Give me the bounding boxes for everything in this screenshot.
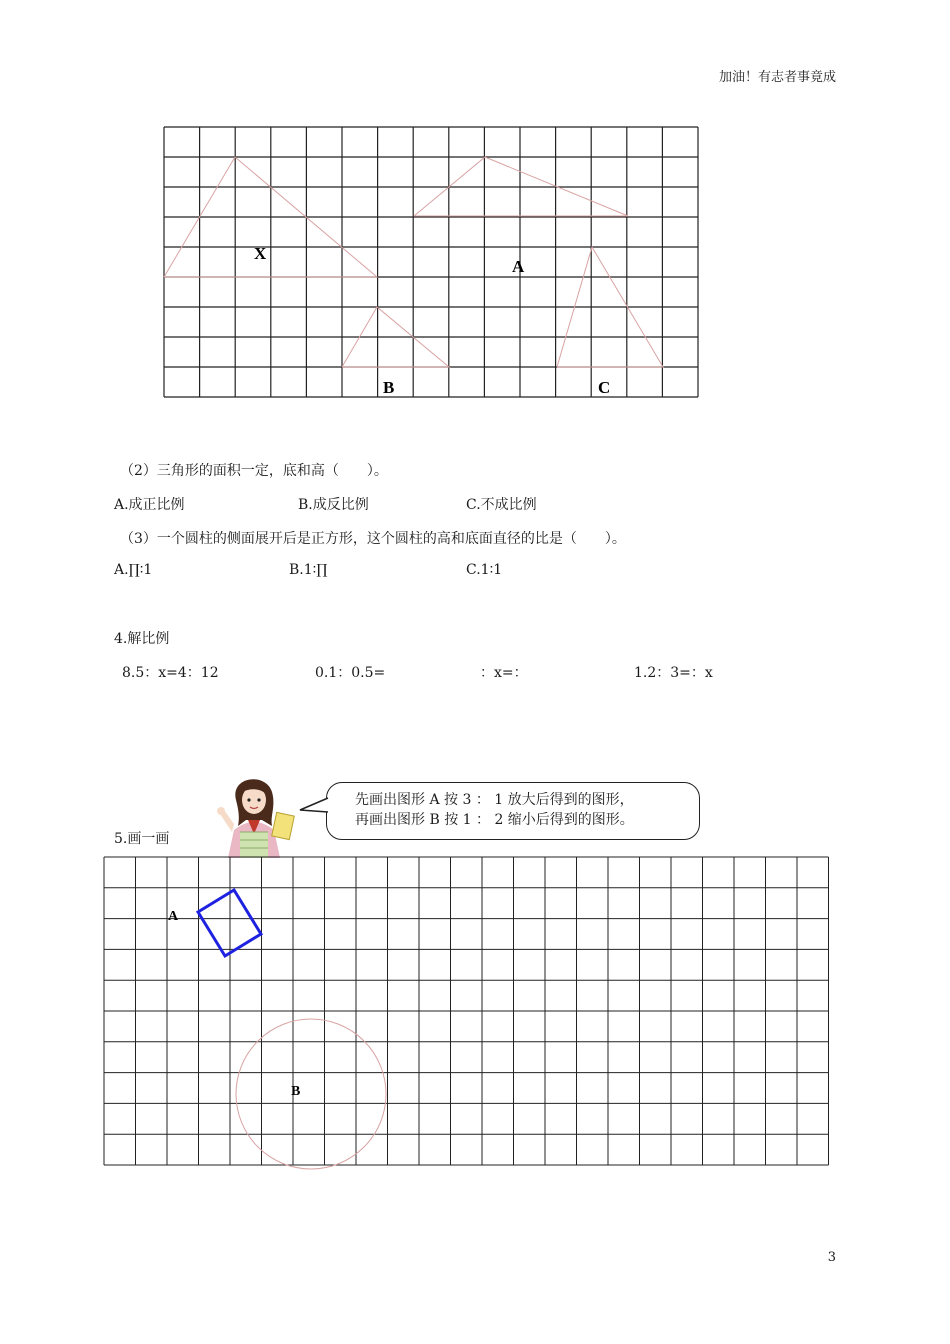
equation-1: 8.5：x=4：12: [122, 665, 219, 681]
label-b: B: [383, 378, 395, 397]
speech-bubble: [326, 782, 700, 840]
equation-4: 1.2：3=：x: [634, 665, 713, 681]
bubble-tail: [298, 796, 332, 818]
section4-title: 4.解比例: [114, 631, 170, 647]
label-x: X: [254, 244, 267, 263]
q2-option-c: C.不成比例: [466, 497, 537, 513]
q3-question: （3）一个圆柱的侧面展开后是正方形，这个圆柱的高和底面直径的比是（ ）。: [120, 531, 626, 547]
q3-option-a: A.∏∶1: [114, 562, 153, 578]
q3-option-b: B.1∶∏: [289, 562, 328, 578]
q2-question: （2）三角形的面积一定，底和高（ ）。: [120, 463, 388, 479]
equation-3: ：x=：: [480, 665, 528, 681]
header-motto: 加油！有志者事竟成: [718, 70, 836, 85]
bubble-line-2: 再画出图形 B 按 1 ： 2 缩小后得到的图形。: [355, 812, 634, 828]
q2-option-a: A.成正比例: [114, 497, 185, 513]
triangle-grid: [0, 0, 950, 420]
drawing-grid: [0, 850, 950, 1180]
label-c: C: [598, 378, 611, 397]
bubble-line-1: 先画出图形 A 按 3 ： 1 放大后得到的图形，: [355, 792, 634, 808]
q2-option-b: B.成反比例: [298, 497, 369, 513]
page-number: 3: [827, 1250, 836, 1265]
girl-illustration: [210, 770, 302, 858]
grid2-label-b: B: [291, 1084, 301, 1099]
grid2-label-a: A: [168, 909, 179, 924]
q3-option-c: C.1∶1: [466, 562, 503, 578]
label-a: A: [512, 257, 525, 276]
section5-title: 5.画一画: [114, 831, 170, 847]
equation-2: 0.1：0.5=: [315, 665, 386, 681]
